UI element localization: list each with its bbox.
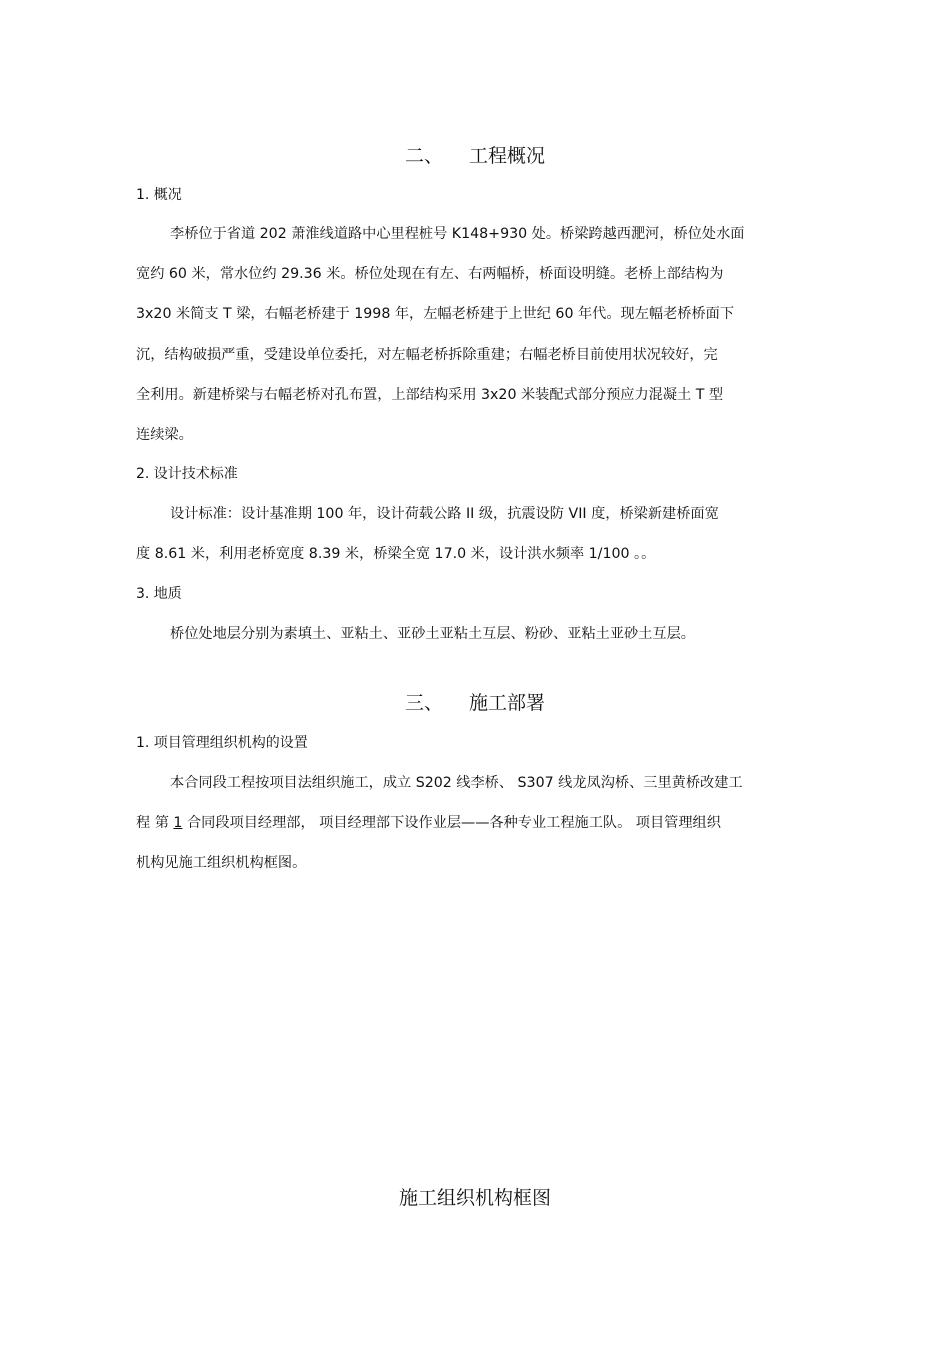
section-number: 三、 — [404, 692, 443, 714]
paragraph-line: 设计标准：设计基准期 100 年，设计荷载公路 II 级，抗震设防 VII 度，桥梁新建桥面宽 — [170, 506, 719, 522]
paragraph-line: 李桥位于省道 202 萧淮线道路中心里程桩号 K148+930 处。桥梁跨越西淝河，桥位处水面 — [170, 226, 745, 242]
subheading-organization: 1. 项目管理组织机构的设置 — [136, 735, 308, 751]
paragraph-line: 机构见施工组织机构框图。 — [136, 855, 307, 871]
section-heading-overview — [0, 141, 950, 168]
text-run: 程 第 — [136, 815, 174, 831]
subheading-overview: 1. 概况 — [136, 187, 182, 203]
paragraph-line: 沉，结构破损严重，受建设单位委托，对左幅老桥拆除重建；右幅老桥目前使用状况较好，完 — [136, 347, 718, 363]
section-heading-deployment — [0, 688, 950, 715]
figure-title: 施工组织机构框图 — [398, 1187, 551, 1209]
paragraph-line: 全利用。新建桥梁与右幅老桥对孔布置，上部结构采用 3x20 米装配式部分预应力混凝土 T 型 — [136, 387, 724, 403]
paragraph-line: 连续梁。 — [136, 427, 193, 443]
section-title: 工程概况 — [469, 145, 546, 167]
paragraph-line — [136, 812, 721, 832]
paragraph-line: 度 8.61 米，利用老桥宽度 8.39 米，桥梁全宽 17.0 米，设计洪水频率 1/100 。。 — [136, 546, 656, 562]
paragraph-line: 3x20 米简支 T 梁，右幅老桥建于 1998 年，左幅老桥建于上世纪 60 年代。现左幅老桥桥面下 — [136, 306, 735, 322]
underlined-number: 1 — [173, 815, 183, 831]
section-number: 二、 — [404, 145, 443, 167]
section-title: 施工部署 — [469, 692, 546, 714]
subheading-geology: 3. 地质 — [136, 586, 182, 602]
text-run: 合同段项目经理部， 项目经理部下设作业层——各种专业工程施工队。 项目管理组织 — [182, 815, 721, 831]
subheading-design-standard: 2. 设计技术标准 — [136, 466, 238, 482]
paragraph-line: 宽约 60 米，常水位约 29.36 米。桥位处现在有左、右两幅桥，桥面设明缝。老桥上部结构为 — [136, 266, 724, 282]
paragraph-line: 本合同段工程按项目法组织施工，成立 S202 线李桥、 S307 线龙凤沟桥、三里黄桥改建工 — [170, 775, 743, 791]
paragraph-line: 桥位处地层分别为素填土、亚粘土、亚砂土亚粘土互层、粉砂、亚粘土亚砂土互层。 — [170, 626, 695, 642]
